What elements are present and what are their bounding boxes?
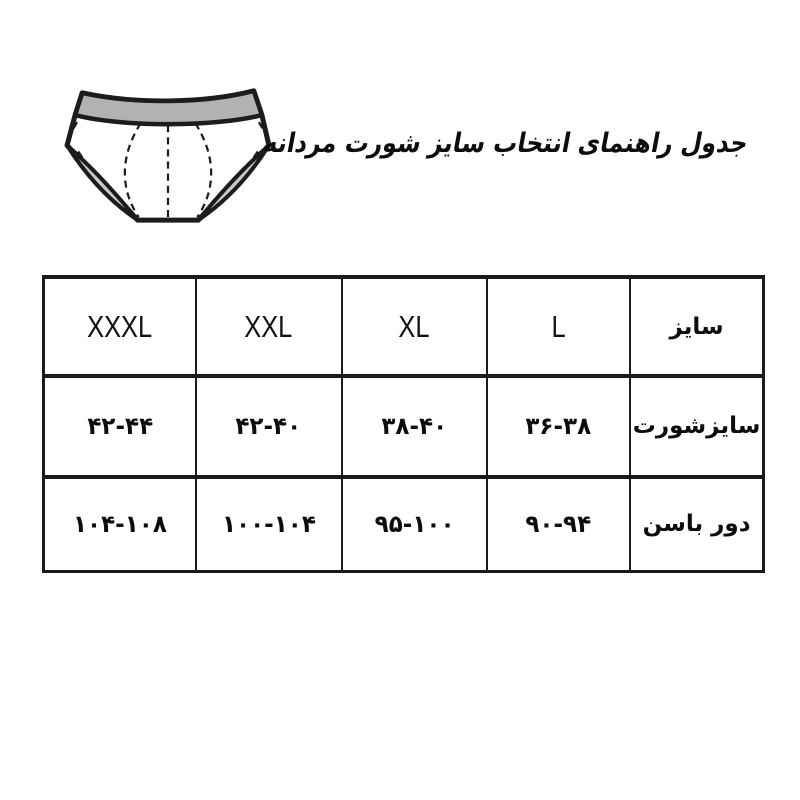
shorts-size-row-label-cell — [629, 374, 762, 474]
header-cell-xxxl — [45, 279, 195, 374]
shorts-size-cell-xxxl — [45, 374, 195, 474]
hip-row-label: دور باسن — [642, 511, 751, 538]
hip-value-xl: ۹۵-۱۰۰ — [374, 510, 455, 539]
hip-value-l: ۹۰-۹۴ — [525, 510, 592, 539]
header-label-size: سایز — [669, 313, 724, 340]
mens-briefs-icon — [62, 88, 274, 226]
header-label-xl: XL — [398, 308, 430, 344]
shorts-size-row-label: سایزشورت — [632, 413, 761, 440]
header-label-xxxl: XXXL — [87, 308, 153, 344]
hip-row-label-cell — [629, 475, 762, 570]
page-title: جدول راهنمای انتخاب سایز شورت مردانه — [261, 127, 751, 159]
shorts-size-cell-l — [486, 374, 629, 474]
shorts-size-value-xxl: ۴۲-۴۰ — [235, 412, 302, 441]
size-table — [42, 275, 765, 573]
header-label-xxl: XXL — [244, 308, 293, 344]
header-cell-size — [629, 279, 762, 374]
hip-value-xxl: ۱۰۰-۱۰۴ — [221, 510, 316, 539]
waistband — [75, 91, 262, 124]
shorts-size-value-xl: ۳۸-۴۰ — [381, 412, 448, 441]
hip-cell-xxl — [195, 475, 341, 570]
hip-cell-xl — [341, 475, 487, 570]
header-cell-xxl — [195, 279, 341, 374]
hip-cell-xxxl — [45, 475, 195, 570]
shorts-size-value-xxxl: ۴۲-۴۴ — [86, 412, 153, 441]
header-cell-l — [486, 279, 629, 374]
hip-value-xxxl: ۱۰۴-۱۰۸ — [72, 510, 167, 539]
hip-cell-l — [486, 475, 629, 570]
shorts-size-cell-xxl — [195, 374, 341, 474]
header-cell-xl — [341, 279, 487, 374]
header-label-l: L — [551, 308, 566, 344]
shorts-size-cell-xl — [341, 374, 487, 474]
shorts-size-value-l: ۳۶-۳۸ — [525, 412, 592, 441]
